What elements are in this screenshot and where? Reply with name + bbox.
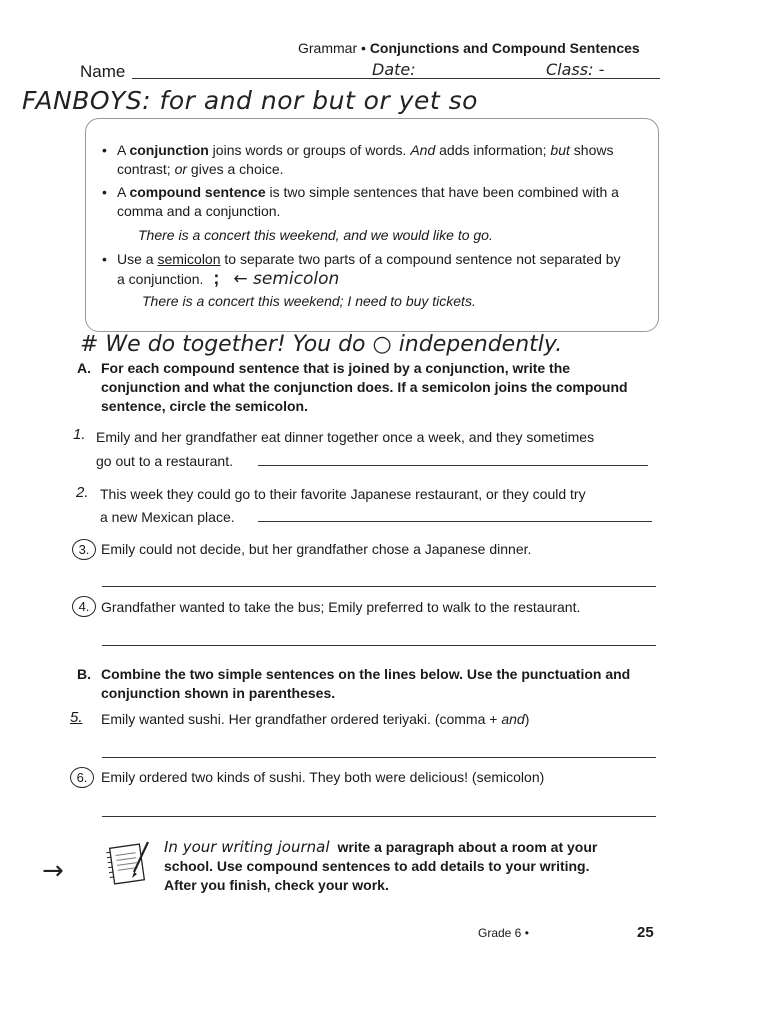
info-item-conjunction [102, 141, 632, 179]
text: to separate two parts of a compound sentence not separated by a conjunction. [117, 251, 621, 287]
notebook-icon [104, 838, 154, 888]
question-number-5: 5. [70, 709, 83, 726]
question-5-sentence: Emily wanted sushi. Her grandfather ordered teriyaki. (comma + [101, 711, 502, 727]
worksheet-header [298, 40, 640, 56]
section-b-text: Combine the two simple sentences on the lines below. Use the punctuation and conjunction shown in parentheses. [101, 666, 631, 701]
bullet-icon: • [102, 251, 107, 267]
answer-line-4[interactable] [102, 645, 656, 646]
answer-line-5[interactable] [102, 757, 656, 758]
footer-grade: Grade 6 • [478, 926, 529, 940]
question-2-line1: This week they could go to their favorite Japanese restaurant, or they could try [100, 486, 586, 502]
fanboys-note: FANBOYS: for and nor but or yet so [22, 86, 478, 115]
bullet-icon: • [102, 142, 107, 158]
question-number-2: 2. [76, 484, 89, 501]
question-number-1: 1. [73, 426, 86, 443]
semicolon-note-handwritten: ← semicolon [233, 269, 340, 289]
header-title: Conjunctions and Compound Sentences [369, 40, 640, 56]
journal-handwritten-note: In your writing journal [164, 838, 330, 856]
question-5-tail: ) [524, 711, 530, 727]
semicolon-mark: ; [213, 268, 220, 288]
question-2-line2: a new Mexican place. [100, 509, 235, 525]
section-b-letter: B. [77, 666, 91, 682]
question-number-6-circled: 6. [70, 767, 94, 788]
text: A [117, 142, 130, 158]
section-a-text: For each compound sentence that is joined by a conjunction, write the conjunction and what the conjunction does. If a semicolon joins the compound sentence, circle the semicolon. [101, 360, 628, 414]
text: shows contrast; [117, 142, 614, 177]
word-or: or [174, 161, 188, 177]
question-5-hint: and [501, 711, 525, 727]
name-row [80, 62, 660, 84]
text: is two simple sentences that have been combined with a comma and a conjunction. [117, 184, 619, 219]
text: adds information; [435, 142, 551, 158]
header-separator: • [361, 40, 366, 56]
class-handwritten: Class: - [546, 60, 605, 79]
text: Use a [117, 251, 158, 267]
name-label: Name [80, 62, 126, 81]
info-item-compound-sentence [102, 183, 632, 221]
answer-line-1[interactable] [258, 465, 648, 466]
word-and: And [410, 142, 436, 158]
word-but: but [550, 142, 570, 158]
section-a-instructions [77, 359, 637, 416]
header-subject: Grammar [298, 40, 358, 56]
question-4-text: Grandfather wanted to take the bus; Emily preferred to walk to the restaurant. [101, 599, 581, 615]
info-box [85, 118, 659, 332]
text: joins words or groups of words. [208, 142, 411, 158]
bullet-icon: • [102, 184, 107, 200]
date-handwritten: Date: [372, 60, 416, 79]
together-note: # We do together! You do ○ independently. [80, 332, 563, 357]
answer-line-2[interactable] [258, 521, 652, 522]
section-a-letter: A. [77, 360, 91, 376]
answer-line-6[interactable] [102, 816, 656, 817]
text: A [117, 184, 130, 200]
example-semicolon-sentence: There is a concert this weekend; I need to buy tickets. [142, 293, 476, 309]
arrow-right-icon: → [42, 856, 64, 886]
journal-prompt [164, 838, 624, 895]
info-item-semicolon [102, 250, 632, 289]
answer-line-3[interactable] [102, 586, 656, 587]
journal-prompt-text: write a paragraph about a room at your school. Use compound sentences to add details to your writing. After you finish, check your work. [164, 839, 598, 893]
term-conjunction: conjunction [129, 142, 209, 158]
question-1-line2: go out to a restaurant. [96, 453, 233, 469]
question-1-line1: Emily and her grandfather eat dinner together once a week, and they sometimes [96, 429, 595, 445]
question-3-text: Emily could not decide, but her grandfather chose a Japanese dinner. [101, 541, 532, 557]
question-6-text: Emily ordered two kinds of sushi. They both were delicious! (semicolon) [101, 769, 545, 785]
term-compound-sentence: compound sentence [129, 184, 266, 200]
question-number-4-circled: 4. [72, 596, 96, 617]
term-semicolon: semicolon [157, 251, 221, 267]
question-number-3-circled: 3. [72, 539, 96, 560]
text: gives a choice. [187, 161, 284, 177]
section-b-instructions [77, 665, 637, 703]
question-5-text [101, 710, 529, 729]
page-number: 25 [637, 924, 654, 941]
example-comma-sentence: There is a concert this weekend, and we would like to go. [138, 227, 493, 243]
